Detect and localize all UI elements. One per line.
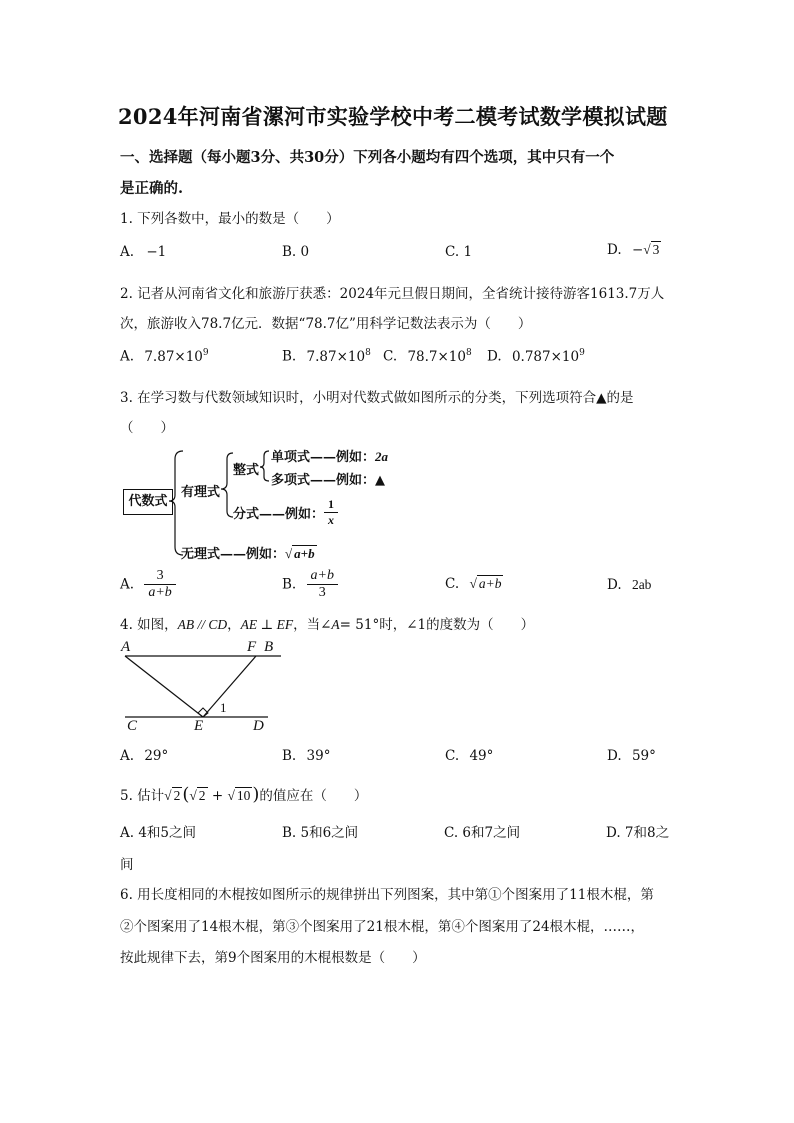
diagram-integral: 整式: [233, 463, 260, 478]
q1-option-b: [282, 244, 309, 260]
q4-b-value: 39°: [306, 748, 331, 764]
q2-c-base: 78.7×10: [407, 348, 466, 365]
q3-d-label: D.: [607, 577, 622, 593]
q4-label-A: A: [121, 639, 131, 655]
q2-a-label: A.: [120, 348, 135, 365]
q5-paren-open: (: [182, 784, 190, 805]
diagram-irrational-text: 无理式——例如：: [181, 547, 286, 562]
q3-option-b: [282, 568, 338, 601]
q4-geometry-figure: [118, 638, 288, 738]
q5-paren-close: ): [252, 784, 260, 805]
q4-stem-parallel: AB // CD: [177, 617, 228, 632]
q3-a-num: 3: [144, 568, 175, 585]
diagram-fraction-num: 1: [324, 497, 338, 513]
diagram-irrational: [181, 543, 317, 562]
q1-d-sqrt: √ 3: [643, 242, 660, 257]
q5-option-b: B. 5和6之间: [282, 825, 359, 841]
q4-stem-prefix: 4. 如图，: [120, 617, 178, 633]
q4-c-label: C.: [445, 748, 460, 764]
q5-radicand-outer: 2: [173, 788, 181, 803]
q3-a-fraction: [144, 568, 175, 601]
q5-option-d: D. 7和8之: [606, 825, 670, 841]
diagram-root-box: 代数式: [123, 489, 173, 515]
q2-d-base: 0.787×10: [511, 348, 580, 365]
q4-a-value: 29°: [144, 748, 169, 764]
q1-a-value: −1: [146, 244, 167, 260]
q5-stem-prefix: 5. 估计: [120, 788, 165, 804]
q2-d-label: D.: [487, 348, 502, 365]
q1-b-label: B.: [282, 244, 297, 260]
q2-option-c: [383, 348, 472, 365]
diagram-monomial-example: 2a: [375, 449, 389, 464]
q4-option-d: [607, 748, 656, 764]
q4-b-label: B.: [282, 748, 297, 764]
q2-a-exp: 9: [202, 348, 209, 358]
diagram-monomial-text: 单项式——例如：: [271, 450, 376, 465]
q6-stem-line3: 按此规律下去，第9个图案用的木棍根数是（ ）: [120, 950, 426, 966]
q4-option-a: [120, 748, 168, 764]
diagram-monomial: [271, 446, 388, 465]
q1-a-label: A.: [120, 244, 135, 260]
q4-c-value: 49°: [469, 748, 494, 764]
q4-stem-suffix: = 51°时，∠1的度数为（ ）: [339, 617, 535, 633]
q2-option-a: [120, 348, 209, 365]
q1-c-label: C.: [445, 244, 460, 260]
q3-a-label: A.: [120, 576, 135, 593]
q3-c-sqrt: √ a+b: [469, 576, 502, 591]
q5-sqrt-second: √ 10: [227, 788, 251, 803]
q4-stem: [120, 613, 534, 633]
q2-option-d: [487, 348, 585, 365]
q5-stem-suffix: 的值应在（ ）: [259, 788, 368, 804]
q5-option-a: A. 4和5之间: [120, 825, 197, 841]
q3-option-c: [445, 576, 503, 592]
q2-b-exp: 8: [365, 348, 371, 358]
q4-label-E: E: [194, 718, 204, 734]
q1-b-value: 0: [300, 244, 310, 260]
q3-b-den: 3: [318, 585, 326, 600]
q5-option-d-continued: 间: [120, 857, 134, 873]
q4-label-angle-1: 1: [220, 700, 227, 715]
diagram-fraction: [233, 497, 338, 528]
q3-b-label: B.: [282, 576, 297, 593]
q1-stem: 1. 下列各数中，最小的数是（ ）: [120, 211, 340, 227]
q3-option-d: [607, 577, 651, 593]
q2-stem-line2: 次，旅游收入78.7亿元．数据“78.7亿”用科学记数法表示为（ ）: [120, 316, 532, 332]
q4-label-F: F: [247, 639, 257, 655]
q5-sqrt-outer: √ 2: [164, 788, 181, 803]
q3-c-label: C.: [445, 576, 460, 592]
diagram-fraction-den: x: [328, 513, 335, 527]
q3-stem-line2: （ ）: [120, 420, 174, 436]
q2-d-exp: 9: [579, 348, 585, 358]
q5-sqrt-first: √ 2: [189, 788, 206, 803]
q3-a-den: a+b: [148, 585, 172, 600]
q4-stem-perpendicular: AE ⊥ EF: [240, 617, 294, 632]
q4-label-B: B: [264, 639, 274, 655]
q4-label-D: D: [253, 718, 264, 734]
q4-stem-sep: ，: [227, 617, 241, 633]
q3-classification-diagram: [121, 445, 401, 565]
q3-option-a: [120, 568, 176, 601]
q2-b-label: B.: [282, 348, 297, 365]
q6-stem-line2: ②个图案用了14根木棍，第③个图案用了21根木棍，第④个图案用了24根木棍，……，: [120, 919, 645, 935]
q4-option-b: [282, 748, 330, 764]
q3-b-fraction: [307, 568, 338, 601]
diagram-polynomial: 多项式——例如：▲: [271, 473, 385, 488]
q4-stem-mid: ，当∠: [293, 617, 332, 633]
q3-stem-line1: 3. 在学习数与代数领域知识时，小明对代数式做如图所示的分类，下列选项符合▲的是: [120, 390, 634, 406]
q4-a-label: A.: [120, 748, 135, 764]
q3-b-num: a+b: [307, 568, 338, 585]
diagram-rational: 有理式: [181, 485, 221, 500]
q5-radicand-first: 2: [198, 788, 206, 803]
q1-option-c: [445, 244, 472, 260]
q1-d-radicand: 3: [652, 242, 660, 257]
q2-c-exp: 8: [466, 348, 472, 358]
q5-option-c: C. 6和7之间: [444, 825, 521, 841]
q4-stem-angle-var: A: [331, 617, 340, 632]
q4-d-value: 59°: [631, 748, 656, 764]
q2-c-label: C.: [383, 348, 398, 365]
diagram-irrational-example: a+b: [294, 546, 315, 561]
q3-d-value: 2ab: [631, 577, 652, 592]
q1-d-minus: −: [631, 242, 644, 258]
q1-option-d: [607, 242, 661, 258]
q2-a-base: 7.87×10: [144, 348, 203, 365]
q2-option-b: [282, 348, 371, 365]
q5-stem: 5. 估计√ 2 (√ 2 + √ 10 )的值应在（ ）: [120, 784, 368, 805]
q3-c-radicand: a+b: [478, 576, 502, 591]
q1-c-value: 1: [463, 244, 473, 260]
q4-label-C: C: [127, 718, 138, 734]
diagram-fraction-example: [324, 497, 338, 528]
q2-b-base: 7.87×10: [306, 348, 366, 365]
q4-d-label: D.: [607, 748, 622, 764]
q1-option-a: [120, 244, 166, 260]
diagram-fraction-text: 分式——例如：: [233, 507, 325, 522]
q5-radicand-second: 10: [236, 788, 251, 803]
section-heading-line2: 是正确的.: [120, 180, 184, 197]
section-heading-line1: 一、选择题（每小题3分、共30分）下列各小题均有四个选项，其中只有一个: [120, 149, 615, 166]
q2-stem-line1: 2. 记者从河南省文化和旅游厅获悉：2024年元旦假日期间，全省统计接待游客1613.7万人: [120, 286, 665, 302]
page-title: 2024年河南省漯河市实验学校中考二模考试数学模拟试题: [118, 104, 668, 129]
q6-stem-line1: 6. 用长度相同的木棍按如图所示的规律拼出下列图案，其中第①个图案用了11根木棍，第: [120, 887, 654, 903]
q1-d-label: D.: [607, 242, 622, 258]
q4-option-c: [445, 748, 493, 764]
diagram-irrational-sqrt: √ a+b: [285, 546, 315, 561]
